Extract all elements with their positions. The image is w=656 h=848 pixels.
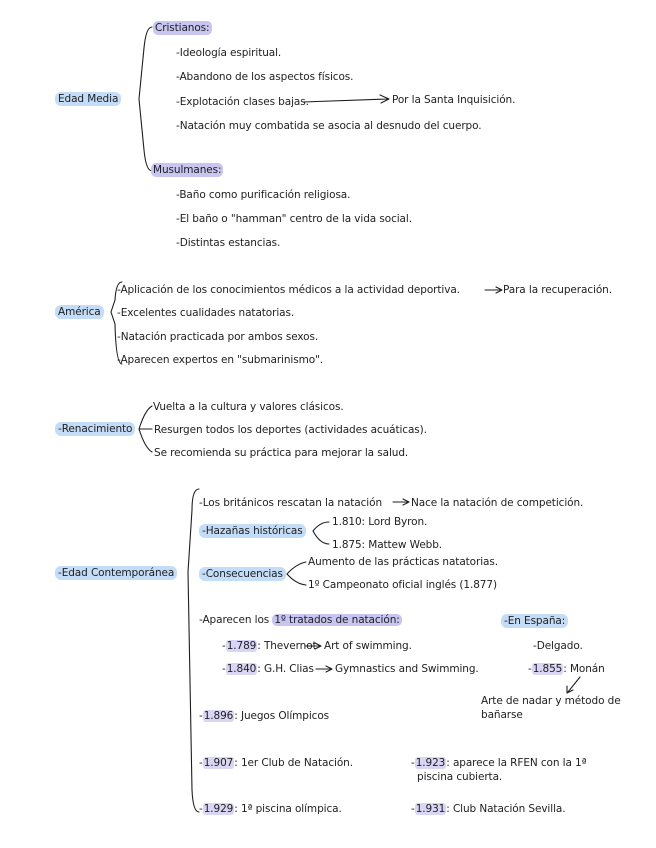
club1907-item: -1.907: 1er Club de Natación. bbox=[199, 757, 353, 769]
competicion-note: Nace la natación de competición. bbox=[411, 497, 584, 509]
britanicos-item: -Los británicos rescatan la natación bbox=[199, 497, 382, 509]
renacimiento-item: Vuelta a la cultura y valores clásicos. bbox=[153, 401, 344, 413]
tratados-heading: -Aparecen los 1º tratados de natación: bbox=[199, 614, 400, 626]
rfen-item-cont: piscina cubierta. bbox=[417, 771, 503, 783]
renacimiento-label: -Renacimiento bbox=[55, 422, 135, 436]
tratado-work: Art of swimming. bbox=[324, 640, 412, 652]
cristianos-item: -Explotación clases bajas. bbox=[176, 96, 309, 108]
tratado-work: Gymnastics and Swimming. bbox=[335, 663, 479, 675]
espana-title: -En España: bbox=[501, 614, 568, 628]
america-item: -Natación practicada por ambos sexos. bbox=[117, 331, 319, 343]
consecuencia-item: Aumento de las prácticas natatorias. bbox=[308, 556, 498, 568]
cristianos-item: -Natación muy combatida se asocia al desnudo del cuerpo. bbox=[176, 120, 482, 132]
musulmanes-item: -El baño o "hamman" centro de la vida social. bbox=[176, 213, 412, 225]
edad-media-label: Edad Media bbox=[55, 92, 121, 106]
tratado-item: -1.840: G.H. Clias bbox=[222, 663, 314, 675]
inquisicion-note: Por la Santa Inquisición. bbox=[392, 94, 516, 106]
rfen-item: -1.923: aparece la RFEN con la 1ª bbox=[411, 757, 587, 769]
piscina-item: -1.929: 1ª piscina olímpica. bbox=[199, 803, 342, 815]
monan-note: Arte de nadar y método de bbox=[481, 695, 621, 707]
espana-item: -1.855: Monán bbox=[528, 663, 605, 675]
america-item: -Aparecen expertos en "submarinismo". bbox=[117, 354, 324, 366]
tratado-item: -1.789: Thevernot bbox=[222, 640, 317, 652]
america-label: América bbox=[55, 305, 104, 319]
hazana-item: 1.875: Mattew Webb. bbox=[332, 539, 443, 551]
tratados-highlight: 1º tratados de natación: bbox=[274, 614, 400, 626]
renacimiento-item: Resurgen todos los deportes (actividades acuáticas). bbox=[154, 424, 427, 436]
consecuencia-item: 1º Campeonato oficial inglés (1.877) bbox=[308, 579, 497, 591]
musulmanes-item: -Baño como purificación religiosa. bbox=[176, 189, 351, 201]
consecuencias-title: -Consecuencias bbox=[199, 567, 286, 581]
hazanas-title: -Hazañas históricas bbox=[199, 524, 306, 538]
america-item: -Excelentes cualidades natatorias. bbox=[117, 307, 295, 319]
cristianos-item: -Ideología espiritual. bbox=[176, 47, 282, 59]
cristianos-item: -Abandono de los aspectos físicos. bbox=[176, 71, 354, 83]
espana-item: -Delgado. bbox=[533, 640, 583, 652]
sevilla-item: -1.931: Club Natación Sevilla. bbox=[411, 803, 566, 815]
hazana-item: 1.810: Lord Byron. bbox=[332, 516, 428, 528]
musulmanes-title: Musulmanes: bbox=[153, 164, 222, 176]
musulmanes-item: -Distintas estancias. bbox=[176, 237, 281, 249]
olimpicos-item: -1.896: Juegos Olímpicos bbox=[199, 710, 330, 722]
america-recuperacion-note: Para la recuperación. bbox=[503, 284, 612, 296]
cristianos-title: Cristianos: bbox=[155, 22, 210, 34]
america-item: -Aplicación de los conocimientos médicos a la actividad deportiva. bbox=[117, 284, 460, 296]
renacimiento-item: Se recomienda su práctica para mejorar la salud. bbox=[154, 447, 409, 459]
monan-note: bañarse bbox=[481, 709, 523, 721]
contemporanea-label: -Edad Contemporánea bbox=[55, 566, 177, 580]
